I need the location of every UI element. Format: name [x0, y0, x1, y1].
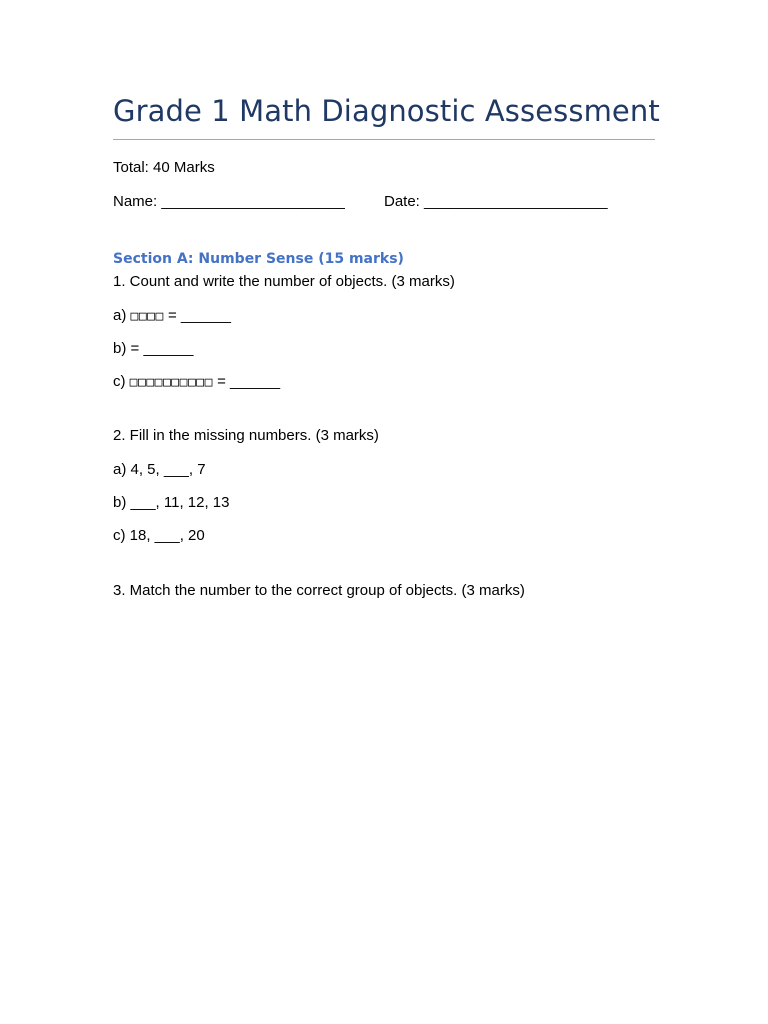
question-1-prompt: 1. Count and write the number of objects. (3 marks) [113, 273, 455, 290]
question-1a-blank[interactable]: = ______ [163, 307, 231, 324]
date-field[interactable]: Date: ______________________ [384, 193, 608, 210]
question-2a[interactable]: a) 4, 5, ___, 7 [113, 461, 206, 478]
question-2c[interactable]: c) 18, ___, 20 [113, 527, 205, 544]
question-1a [113, 307, 231, 326]
question-3-prompt: 3. Match the number to the correct group of objects. (3 marks) [113, 582, 525, 599]
title-underline [113, 139, 655, 140]
question-2b[interactable]: b) ___, 11, 12, 13 [113, 494, 230, 511]
question-1c-label: c) [113, 373, 130, 390]
name-field[interactable]: Name: ______________________ [113, 193, 345, 210]
question-1c-objects: □□□□□□□□□□ [129, 375, 213, 390]
document-title: Grade 1 Math Diagnostic Assessment [113, 94, 660, 128]
question-1b-blank[interactable]: = ______ [130, 340, 194, 357]
question-2-prompt: 2. Fill in the missing numbers. (3 marks) [113, 427, 379, 444]
total-marks: Total: 40 Marks [113, 159, 215, 176]
question-1c [113, 373, 280, 392]
question-1a-objects: □□□□ [130, 309, 164, 324]
section-a-heading: Section A: Number Sense (15 marks) [113, 251, 404, 267]
question-1a-label: a) [113, 307, 131, 324]
question-1b [113, 340, 194, 359]
question-1b-label: b) [113, 340, 131, 357]
question-1c-blank[interactable]: = ______ [212, 373, 281, 390]
